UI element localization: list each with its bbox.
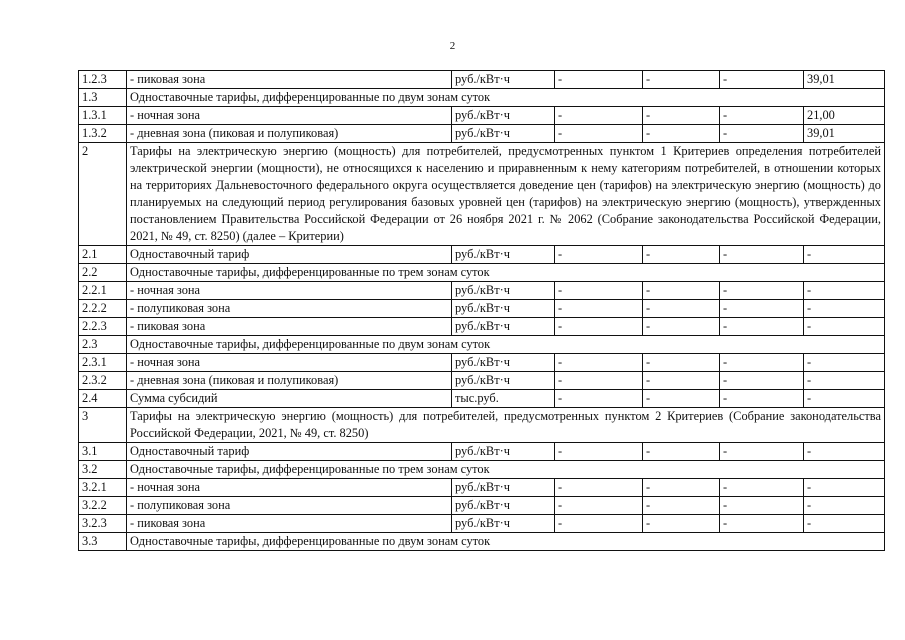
table-row [79, 533, 885, 551]
row-value-cell: - [555, 390, 643, 408]
row-unit-cell: руб./кВт·ч [452, 515, 555, 533]
row-name-cell: - полупиковая зона [127, 497, 452, 515]
row-value-cell: - [643, 443, 720, 461]
page-number: 2 [449, 40, 456, 52]
row-number-cell: 3.2.2 [79, 497, 127, 515]
table-row [79, 497, 885, 515]
row-number-cell: 1.3 [79, 89, 127, 107]
row-value-cell: - [643, 318, 720, 336]
table-row [79, 515, 885, 533]
row-unit-cell: руб./кВт·ч [452, 479, 555, 497]
row-value-cell: - [720, 497, 804, 515]
row-unit-cell: руб./кВт·ч [452, 443, 555, 461]
row-value-cell: - [720, 372, 804, 390]
row-number-cell: 3.1 [79, 443, 127, 461]
row-heading-cell: Тарифы на электрическую энергию (мощность) для потребителей, предусмотренных пунктом 2 Критериев (Собрание законодательства Российской Федерации, 2021, № 49, ст. 8250) [127, 408, 885, 443]
table-row [79, 461, 885, 479]
row-name-cell: Одноставочный тариф [127, 246, 452, 264]
row-value-cell: - [555, 125, 643, 143]
row-value-cell: - [555, 107, 643, 125]
row-value-cell: - [643, 515, 720, 533]
row-value-cell: - [720, 354, 804, 372]
row-value-cell: - [643, 300, 720, 318]
row-number-cell: 1.2.3 [79, 71, 127, 89]
row-number-cell: 1.3.1 [79, 107, 127, 125]
row-value-cell: 39,01 [804, 71, 885, 89]
table-row [79, 372, 885, 390]
row-value-cell: - [804, 443, 885, 461]
row-value-cell: - [720, 515, 804, 533]
row-unit-cell: руб./кВт·ч [452, 318, 555, 336]
table-row [79, 354, 885, 372]
row-unit-cell: тыс.руб. [452, 390, 555, 408]
table-row [79, 264, 885, 282]
row-value-cell: - [555, 372, 643, 390]
row-number-cell: 2.3.2 [79, 372, 127, 390]
row-unit-cell: руб./кВт·ч [452, 125, 555, 143]
row-heading-cell: Одноставочные тарифы, дифференцированные по двум зонам суток [127, 336, 885, 354]
row-number-cell: 2.2.3 [79, 318, 127, 336]
row-number-cell: 1.3.2 [79, 125, 127, 143]
row-name-cell: - пиковая зона [127, 318, 452, 336]
row-value-cell: - [804, 479, 885, 497]
row-value-cell: - [720, 318, 804, 336]
row-unit-cell: руб./кВт·ч [452, 282, 555, 300]
table-row [79, 318, 885, 336]
table-row [79, 125, 885, 143]
tariff-table-body [79, 71, 885, 551]
row-value-cell: - [555, 479, 643, 497]
table-row [79, 246, 885, 264]
row-name-cell: - ночная зона [127, 282, 452, 300]
row-heading-cell: Одноставочные тарифы, дифференцированные по двум зонам суток [127, 89, 885, 107]
row-number-cell: 2 [79, 143, 127, 246]
row-value-cell: - [555, 497, 643, 515]
row-heading-cell: Одноставочные тарифы, дифференцированные по трем зонам суток [127, 264, 885, 282]
row-value-cell: - [804, 282, 885, 300]
table-row [79, 282, 885, 300]
table-row [79, 143, 885, 246]
row-name-cell: - пиковая зона [127, 71, 452, 89]
row-number-cell: 3.2.1 [79, 479, 127, 497]
row-value-cell: - [555, 318, 643, 336]
row-number-cell: 3.2 [79, 461, 127, 479]
row-value-cell: - [643, 390, 720, 408]
row-value-cell: - [720, 443, 804, 461]
row-value-cell: - [643, 372, 720, 390]
row-value-cell: - [555, 71, 643, 89]
row-value-cell: - [555, 515, 643, 533]
row-name-cell: Одноставочный тариф [127, 443, 452, 461]
row-value-cell: - [720, 390, 804, 408]
row-name-cell: - ночная зона [127, 354, 452, 372]
row-value-cell: - [643, 479, 720, 497]
row-value-cell: - [804, 300, 885, 318]
row-value-cell: - [720, 479, 804, 497]
row-number-cell: 3 [79, 408, 127, 443]
row-value-cell: - [804, 515, 885, 533]
tariff-table [78, 70, 885, 551]
table-row [79, 107, 885, 125]
row-number-cell: 3.3 [79, 533, 127, 551]
row-heading-cell: Одноставочные тарифы, дифференцированные по двум зонам суток [127, 533, 885, 551]
row-value-cell: - [643, 71, 720, 89]
row-value-cell: - [555, 246, 643, 264]
row-heading-cell: Одноставочные тарифы, дифференцированные по трем зонам суток [127, 461, 885, 479]
row-value-cell: - [720, 246, 804, 264]
row-unit-cell: руб./кВт·ч [452, 497, 555, 515]
row-value-cell: - [720, 282, 804, 300]
row-value-cell: - [555, 282, 643, 300]
row-number-cell: 3.2.3 [79, 515, 127, 533]
row-value-cell: - [643, 282, 720, 300]
row-unit-cell: руб./кВт·ч [452, 372, 555, 390]
row-name-cell: - дневная зона (пиковая и полупиковая) [127, 125, 452, 143]
row-name-cell: - пиковая зона [127, 515, 452, 533]
row-value-cell: - [643, 107, 720, 125]
row-number-cell: 2.1 [79, 246, 127, 264]
row-value-cell: - [804, 246, 885, 264]
row-heading-cell: Тарифы на электрическую энергию (мощность) для потребителей, предусмотренных пунктом 1 Критериев определения потребителей электрической энергии (мощности), не относящихся к населению и приравненным к нему категориям потребителей, в отношении которых на территориях Дальневосточного федерального округа осуществляется доведение цен (тарифов) на электрическую энергию (мощность) до планируемых на следующий период регулирования базовых уровней цен (тарифов) на электрическую энергию (мощность), утвержденных постановлением Правительства Российской Федерации от 26 ноября 2021 г. № 2062 (Собрание законодательства Российской Федерации, 2021, № 49, ст. 8250) (далее – Критерии) [127, 143, 885, 246]
row-number-cell: 2.3 [79, 336, 127, 354]
row-value-cell: - [804, 372, 885, 390]
row-unit-cell: руб./кВт·ч [452, 246, 555, 264]
row-number-cell: 2.2.1 [79, 282, 127, 300]
table-row [79, 390, 885, 408]
row-name-cell: - ночная зона [127, 107, 452, 125]
row-name-cell: - полупиковая зона [127, 300, 452, 318]
row-value-cell: - [720, 300, 804, 318]
row-unit-cell: руб./кВт·ч [452, 107, 555, 125]
row-name-cell: - дневная зона (пиковая и полупиковая) [127, 372, 452, 390]
row-unit-cell: руб./кВт·ч [452, 354, 555, 372]
table-row [79, 89, 885, 107]
row-number-cell: 2.2.2 [79, 300, 127, 318]
row-number-cell: 2.2 [79, 264, 127, 282]
row-value-cell: 21,00 [804, 107, 885, 125]
row-name-cell: Сумма субсидий [127, 390, 452, 408]
row-unit-cell: руб./кВт·ч [452, 300, 555, 318]
row-value-cell: - [804, 318, 885, 336]
row-value-cell: - [555, 443, 643, 461]
row-value-cell: - [804, 354, 885, 372]
row-value-cell: - [643, 354, 720, 372]
row-value-cell: - [555, 300, 643, 318]
row-value-cell: - [643, 125, 720, 143]
row-value-cell: - [643, 246, 720, 264]
row-number-cell: 2.4 [79, 390, 127, 408]
row-value-cell: - [804, 497, 885, 515]
table-row [79, 336, 885, 354]
row-value-cell: - [555, 354, 643, 372]
row-value-cell: - [720, 71, 804, 89]
table-row [79, 408, 885, 443]
row-value-cell: - [720, 125, 804, 143]
row-name-cell: - ночная зона [127, 479, 452, 497]
row-value-cell: 39,01 [804, 125, 885, 143]
row-value-cell: - [720, 107, 804, 125]
table-row [79, 300, 885, 318]
table-row [79, 443, 885, 461]
row-value-cell: - [804, 390, 885, 408]
table-row [79, 479, 885, 497]
row-value-cell: - [643, 497, 720, 515]
row-unit-cell: руб./кВт·ч [452, 71, 555, 89]
table-row [79, 71, 885, 89]
row-number-cell: 2.3.1 [79, 354, 127, 372]
